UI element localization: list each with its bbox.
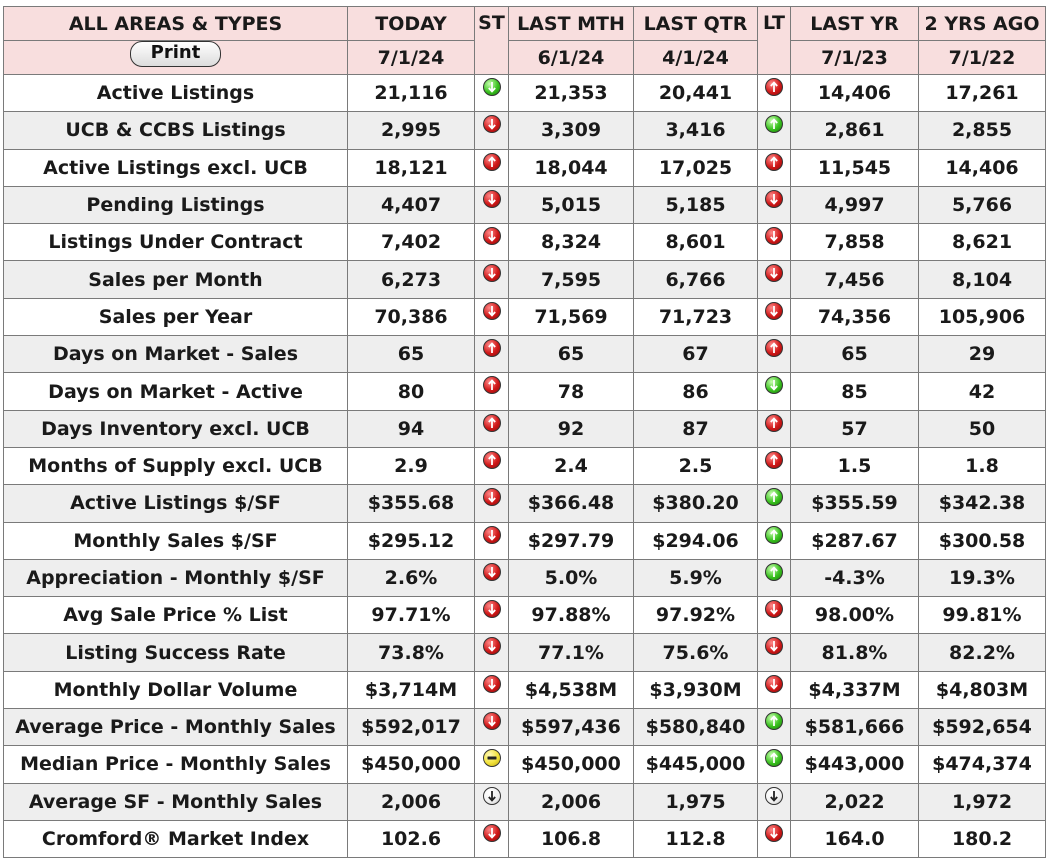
- lt-indicator-cell: [758, 671, 791, 708]
- row-label: Median Price - Monthly Sales: [4, 746, 348, 783]
- green-up-icon: [765, 115, 783, 133]
- lt-indicator-cell: [758, 112, 791, 149]
- table-row: [4, 485, 1046, 522]
- st-indicator-cell: [475, 820, 509, 857]
- st-indicator-cell: [475, 559, 509, 596]
- today-value: 2.6%: [348, 559, 475, 596]
- last-qtr-value: 112.8: [634, 820, 758, 857]
- table-row: [4, 597, 1046, 634]
- header-two-yrs-ago: 2 YRS AGO: [919, 7, 1046, 41]
- st-indicator-cell: [475, 597, 509, 634]
- row-label: Pending Listings: [4, 186, 348, 223]
- header-today-date: 7/1/24: [348, 41, 475, 75]
- st-indicator-cell: [475, 373, 509, 410]
- row-label: Active Listings: [4, 75, 348, 112]
- last-yr-value: 11,545: [791, 149, 919, 186]
- today-value: 65: [348, 336, 475, 373]
- table-row: [4, 410, 1046, 447]
- two-yrs-value: $4,803M: [919, 671, 1046, 708]
- two-yrs-value: 1,972: [919, 783, 1046, 820]
- red-down-icon: [765, 600, 783, 618]
- lt-indicator-cell: [758, 522, 791, 559]
- table-row: [4, 709, 1046, 746]
- table-row: [4, 186, 1046, 223]
- header-lt: LT: [758, 7, 791, 75]
- row-label: Days Inventory excl. UCB: [4, 410, 348, 447]
- two-yrs-value: $342.38: [919, 485, 1046, 522]
- last-qtr-value: 17,025: [634, 149, 758, 186]
- last-mth-value: $450,000: [509, 746, 634, 783]
- row-label: Sales per Year: [4, 298, 348, 335]
- header-last-yr-date: 7/1/23: [791, 41, 919, 75]
- lt-indicator-cell: [758, 597, 791, 634]
- last-mth-value: 5.0%: [509, 559, 634, 596]
- table-row: [4, 336, 1046, 373]
- today-value: 2,006: [348, 783, 475, 820]
- last-qtr-value: 87: [634, 410, 758, 447]
- lt-indicator-cell: [758, 373, 791, 410]
- last-mth-value: 71,569: [509, 298, 634, 335]
- red-up-icon: [483, 376, 501, 394]
- table-row: [4, 522, 1046, 559]
- last-mth-value: 3,309: [509, 112, 634, 149]
- last-qtr-value: 20,441: [634, 75, 758, 112]
- red-up-icon: [483, 414, 501, 432]
- lt-indicator-cell: [758, 75, 791, 112]
- two-yrs-value: 82.2%: [919, 634, 1046, 671]
- last-yr-value: 14,406: [791, 75, 919, 112]
- red-down-icon: [765, 675, 783, 693]
- row-label: Days on Market - Active: [4, 373, 348, 410]
- last-yr-value: 2,861: [791, 112, 919, 149]
- table-row: [4, 298, 1046, 335]
- row-label: Avg Sale Price % List: [4, 597, 348, 634]
- white-down-icon: [765, 787, 783, 805]
- lt-indicator-cell: [758, 709, 791, 746]
- red-down-icon: [765, 302, 783, 320]
- table-row: [4, 112, 1046, 149]
- last-yr-value: $4,337M: [791, 671, 919, 708]
- last-mth-value: 106.8: [509, 820, 634, 857]
- lt-indicator-cell: [758, 224, 791, 261]
- last-yr-value: 2,022: [791, 783, 919, 820]
- last-yr-value: 65: [791, 336, 919, 373]
- last-yr-value: 85: [791, 373, 919, 410]
- st-indicator-cell: [475, 485, 509, 522]
- last-qtr-value: 1,975: [634, 783, 758, 820]
- red-down-icon: [483, 302, 501, 320]
- green-up-icon: [765, 488, 783, 506]
- table-row: [4, 671, 1046, 708]
- red-down-icon: [483, 675, 501, 693]
- lt-indicator-cell: [758, 261, 791, 298]
- last-qtr-value: 6,766: [634, 261, 758, 298]
- red-down-icon: [483, 712, 501, 730]
- header-two-yrs-ago-date: 7/1/22: [919, 41, 1046, 75]
- red-down-icon: [483, 600, 501, 618]
- last-yr-value: $443,000: [791, 746, 919, 783]
- last-qtr-value: 5,185: [634, 186, 758, 223]
- lt-indicator-cell: [758, 820, 791, 857]
- green-up-icon: [765, 563, 783, 581]
- table-row: [4, 75, 1046, 112]
- last-yr-value: 98.00%: [791, 597, 919, 634]
- last-mth-value: 21,353: [509, 75, 634, 112]
- today-value: 18,121: [348, 149, 475, 186]
- st-indicator-cell: [475, 261, 509, 298]
- last-mth-value: $366.48: [509, 485, 634, 522]
- last-yr-value: 7,858: [791, 224, 919, 261]
- two-yrs-value: 29: [919, 336, 1046, 373]
- table-body: [4, 75, 1046, 858]
- last-mth-value: $597,436: [509, 709, 634, 746]
- lt-indicator-cell: [758, 447, 791, 484]
- last-mth-value: $4,538M: [509, 671, 634, 708]
- row-label: Months of Supply excl. UCB: [4, 447, 348, 484]
- today-value: 102.6: [348, 820, 475, 857]
- last-yr-value: 74,356: [791, 298, 919, 335]
- header-title: ALL AREAS & TYPES: [4, 7, 348, 41]
- lt-indicator-cell: [758, 336, 791, 373]
- last-yr-value: 164.0: [791, 820, 919, 857]
- header-last-mth: LAST MTH: [509, 7, 634, 41]
- today-value: $295.12: [348, 522, 475, 559]
- today-value: $450,000: [348, 746, 475, 783]
- today-value: $3,714M: [348, 671, 475, 708]
- two-yrs-value: 99.81%: [919, 597, 1046, 634]
- last-mth-value: 8,324: [509, 224, 634, 261]
- last-qtr-value: $445,000: [634, 746, 758, 783]
- last-yr-value: 7,456: [791, 261, 919, 298]
- st-indicator-cell: [475, 112, 509, 149]
- last-qtr-value: $380.20: [634, 485, 758, 522]
- red-down-icon: [483, 264, 501, 282]
- today-value: 73.8%: [348, 634, 475, 671]
- two-yrs-value: 8,104: [919, 261, 1046, 298]
- header-st: ST: [475, 7, 509, 75]
- white-down-icon: [483, 787, 501, 805]
- header-last-yr: LAST YR: [791, 7, 919, 41]
- table-row: [4, 224, 1046, 261]
- last-yr-value: $287.67: [791, 522, 919, 559]
- red-up-icon: [765, 78, 783, 96]
- last-mth-value: 2.4: [509, 447, 634, 484]
- last-mth-value: $297.79: [509, 522, 634, 559]
- last-mth-value: 77.1%: [509, 634, 634, 671]
- st-indicator-cell: [475, 75, 509, 112]
- two-yrs-value: $300.58: [919, 522, 1046, 559]
- last-mth-value: 65: [509, 336, 634, 373]
- last-yr-value: $581,666: [791, 709, 919, 746]
- table-row: [4, 447, 1046, 484]
- header-last-qtr-date: 4/1/24: [634, 41, 758, 75]
- row-label: Listing Success Rate: [4, 634, 348, 671]
- last-qtr-value: 75.6%: [634, 634, 758, 671]
- header-last-qtr: LAST QTR: [634, 7, 758, 41]
- row-label: Active Listings excl. UCB: [4, 149, 348, 186]
- green-down-icon: [483, 78, 501, 96]
- last-qtr-value: 71,723: [634, 298, 758, 335]
- header-last-mth-date: 6/1/24: [509, 41, 634, 75]
- table-row: [4, 746, 1046, 783]
- red-down-icon: [483, 488, 501, 506]
- row-label: Average SF - Monthly Sales: [4, 783, 348, 820]
- red-down-icon: [483, 190, 501, 208]
- row-label: Listings Under Contract: [4, 224, 348, 261]
- today-value: 2.9: [348, 447, 475, 484]
- today-value: 94: [348, 410, 475, 447]
- red-down-icon: [765, 227, 783, 245]
- red-down-icon: [765, 637, 783, 655]
- row-label: Appreciation - Monthly $/SF: [4, 559, 348, 596]
- two-yrs-value: $474,374: [919, 746, 1046, 783]
- last-mth-value: 78: [509, 373, 634, 410]
- lt-indicator-cell: [758, 149, 791, 186]
- table-row: [4, 634, 1046, 671]
- st-indicator-cell: [475, 447, 509, 484]
- print-button[interactable]: Print: [130, 41, 222, 67]
- table-row: [4, 373, 1046, 410]
- today-value: 2,995: [348, 112, 475, 149]
- st-indicator-cell: [475, 783, 509, 820]
- today-value: 21,116: [348, 75, 475, 112]
- green-down-icon: [765, 376, 783, 394]
- st-indicator-cell: [475, 410, 509, 447]
- table-row: [4, 820, 1046, 857]
- lt-indicator-cell: [758, 559, 791, 596]
- two-yrs-value: 2,855: [919, 112, 1046, 149]
- st-indicator-cell: [475, 336, 509, 373]
- last-qtr-value: $294.06: [634, 522, 758, 559]
- last-mth-value: 7,595: [509, 261, 634, 298]
- red-down-icon: [765, 264, 783, 282]
- last-mth-value: 97.88%: [509, 597, 634, 634]
- lt-indicator-cell: [758, 298, 791, 335]
- lt-indicator-cell: [758, 485, 791, 522]
- two-yrs-value: 1.8: [919, 447, 1046, 484]
- red-down-icon: [765, 190, 783, 208]
- two-yrs-value: 19.3%: [919, 559, 1046, 596]
- last-yr-value: 81.8%: [791, 634, 919, 671]
- last-qtr-value: 8,601: [634, 224, 758, 261]
- last-qtr-value: 3,416: [634, 112, 758, 149]
- st-indicator-cell: [475, 298, 509, 335]
- two-yrs-value: 50: [919, 410, 1046, 447]
- last-yr-value: -4.3%: [791, 559, 919, 596]
- two-yrs-value: 8,621: [919, 224, 1046, 261]
- st-indicator-cell: [475, 186, 509, 223]
- last-mth-value: 5,015: [509, 186, 634, 223]
- two-yrs-value: 180.2: [919, 820, 1046, 857]
- row-label: Days on Market - Sales: [4, 336, 348, 373]
- today-value: 97.71%: [348, 597, 475, 634]
- market-table-container: [3, 6, 1046, 858]
- last-qtr-value: 67: [634, 336, 758, 373]
- red-down-icon: [483, 227, 501, 245]
- red-down-icon: [483, 526, 501, 544]
- table-row: [4, 559, 1046, 596]
- lt-indicator-cell: [758, 634, 791, 671]
- row-label: Cromford® Market Index: [4, 820, 348, 857]
- red-up-icon: [765, 451, 783, 469]
- table-row: [4, 783, 1046, 820]
- green-up-icon: [765, 526, 783, 544]
- today-value: $592,017: [348, 709, 475, 746]
- red-down-icon: [483, 824, 501, 842]
- row-label: Active Listings $/SF: [4, 485, 348, 522]
- last-qtr-value: $3,930M: [634, 671, 758, 708]
- last-yr-value: 57: [791, 410, 919, 447]
- today-value: 70,386: [348, 298, 475, 335]
- row-label: Monthly Dollar Volume: [4, 671, 348, 708]
- today-value: 80: [348, 373, 475, 410]
- lt-indicator-cell: [758, 783, 791, 820]
- market-summary-table: [3, 6, 1046, 858]
- last-qtr-value: 97.92%: [634, 597, 758, 634]
- st-indicator-cell: [475, 671, 509, 708]
- red-up-icon: [765, 414, 783, 432]
- last-qtr-value: 2.5: [634, 447, 758, 484]
- lt-indicator-cell: [758, 410, 791, 447]
- last-mth-value: 18,044: [509, 149, 634, 186]
- st-indicator-cell: [475, 709, 509, 746]
- today-value: 7,402: [348, 224, 475, 261]
- last-qtr-value: $580,840: [634, 709, 758, 746]
- table-header: [4, 7, 1046, 75]
- two-yrs-value: $592,654: [919, 709, 1046, 746]
- green-up-icon: [765, 749, 783, 767]
- today-value: $355.68: [348, 485, 475, 522]
- table-row: [4, 149, 1046, 186]
- st-indicator-cell: [475, 634, 509, 671]
- st-indicator-cell: [475, 746, 509, 783]
- today-value: 6,273: [348, 261, 475, 298]
- green-up-icon: [765, 712, 783, 730]
- lt-indicator-cell: [758, 186, 791, 223]
- row-label: Monthly Sales $/SF: [4, 522, 348, 559]
- last-yr-value: $355.59: [791, 485, 919, 522]
- table-row: [4, 261, 1046, 298]
- lt-indicator-cell: [758, 746, 791, 783]
- last-yr-value: 4,997: [791, 186, 919, 223]
- header-today: TODAY: [348, 7, 475, 41]
- two-yrs-value: 105,906: [919, 298, 1046, 335]
- st-indicator-cell: [475, 149, 509, 186]
- print-cell: [4, 41, 348, 75]
- st-indicator-cell: [475, 224, 509, 261]
- two-yrs-value: 42: [919, 373, 1046, 410]
- red-up-icon: [483, 451, 501, 469]
- last-mth-value: 92: [509, 410, 634, 447]
- st-indicator-cell: [475, 522, 509, 559]
- last-qtr-value: 86: [634, 373, 758, 410]
- row-label: Sales per Month: [4, 261, 348, 298]
- red-down-icon: [483, 563, 501, 581]
- last-yr-value: 1.5: [791, 447, 919, 484]
- yellow-equal-icon: [483, 749, 501, 767]
- red-up-icon: [483, 153, 501, 171]
- red-up-icon: [765, 339, 783, 357]
- red-down-icon: [483, 637, 501, 655]
- two-yrs-value: 14,406: [919, 149, 1046, 186]
- row-label: UCB & CCBS Listings: [4, 112, 348, 149]
- last-mth-value: 2,006: [509, 783, 634, 820]
- header-row-names: [4, 7, 1046, 41]
- two-yrs-value: 17,261: [919, 75, 1046, 112]
- row-label: Average Price - Monthly Sales: [4, 709, 348, 746]
- header-row-dates: [4, 41, 1046, 75]
- today-value: 4,407: [348, 186, 475, 223]
- red-down-icon: [765, 824, 783, 842]
- two-yrs-value: 5,766: [919, 186, 1046, 223]
- red-up-icon: [765, 153, 783, 171]
- red-down-icon: [483, 115, 501, 133]
- red-up-icon: [483, 339, 501, 357]
- last-qtr-value: 5.9%: [634, 559, 758, 596]
